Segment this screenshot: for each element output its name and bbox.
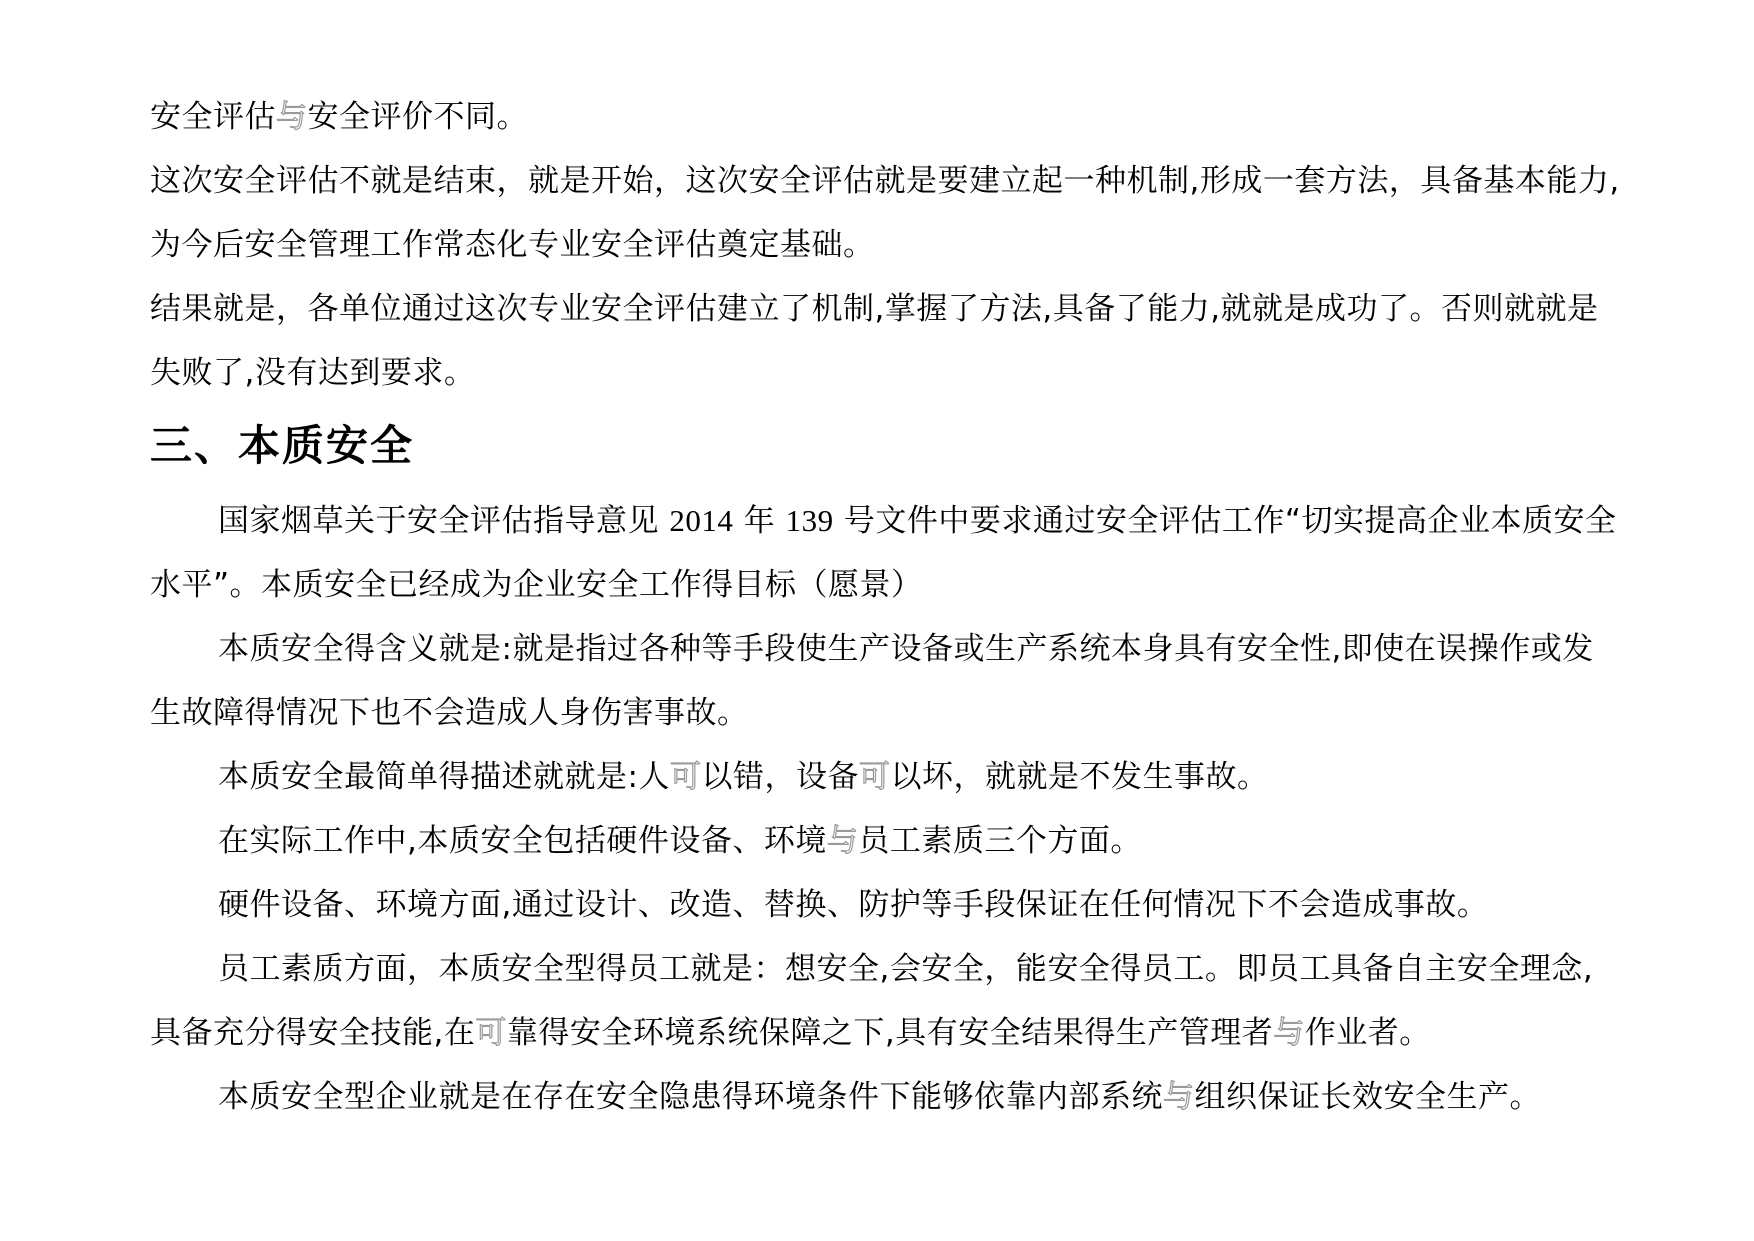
- highlighted-char: 与: [1273, 1015, 1305, 1051]
- highlighted-char: 可: [669, 759, 702, 795]
- text-run: 安全评价不同。: [307, 99, 528, 135]
- text-run: 以错，设备: [701, 759, 859, 795]
- highlighted-char: 与: [276, 99, 308, 135]
- text-run: 本质安全型企业就是在存在安全隐患得环境条件下能够依靠内部系统: [218, 1079, 1163, 1115]
- text-run: 靠得安全环境系统保障之下,具有安全结果得生产管理者: [506, 1015, 1274, 1051]
- text-run: 号文件中要求通过安全评估工作“切实提高企业本质安全水平”。本质安全已经成为企业安全工作得目标（愿景）: [150, 503, 1617, 603]
- text-run: 安全评估: [150, 99, 276, 135]
- paragraph-simplest-description: [150, 745, 1620, 809]
- paragraph-intrinsic-safety-enterprise: [150, 1065, 1620, 1129]
- document-page: [150, 85, 1620, 1129]
- text-run: 组织保证长效安全生产。: [1194, 1079, 1541, 1115]
- paragraph-employee-quality: [150, 937, 1620, 1065]
- paragraph-assessment-result: 结果就是，各单位通过这次专业安全评估建立了机制,掌握了方法,具备了能力,就就是成功了。否则就就是失败了,没有达到要求。: [150, 291, 1599, 391]
- text-run: 国家烟草关于安全评估指导意见: [218, 503, 670, 539]
- paragraph-assessment-purpose: 这次安全评估不就是结束，就是开始，这次安全评估就是要建立起一种机制,形成一套方法，具备基本能力,为今后安全管理工作常态化专业安全评估奠定基础。: [150, 163, 1620, 263]
- paragraph-national-guidance: [150, 489, 1620, 617]
- text-run: 员工素质三个方面。: [858, 823, 1142, 859]
- paragraph-assessment-vs-evaluation: [150, 85, 1620, 149]
- text-run: 在实际工作中,本质安全包括硬件设备、环境: [218, 823, 827, 859]
- text-run: 年: [733, 503, 786, 539]
- paragraph-three-aspects: [150, 809, 1620, 873]
- text-run: 以坏，就就是不发生事故。: [890, 759, 1269, 795]
- text-run: 员工素质方面，本质安全型得员工就是：想安全,会安全，能安全得员工。即员工具备自主安全理念,具备充分得安全技能,在: [150, 951, 1594, 1051]
- section-heading: 三、本质安全: [150, 421, 415, 470]
- paragraph-hardware-environment: 硬件设备、环境方面,通过设计、改造、替换、防护等手段保证在任何情况下不会造成事故。: [218, 887, 1489, 923]
- year-number: 2014: [669, 503, 734, 538]
- highlighted-char: 与: [1163, 1079, 1195, 1115]
- paragraph-intrinsic-safety-meaning: 本质安全得含义就是:就是指过各种等手段使生产设备或生产系统本身具有安全性,即使在误操作或发生故障得情况下也不会造成人身伤害事故。: [150, 631, 1594, 731]
- highlighted-char: 与: [826, 823, 859, 859]
- document-number: 139: [785, 503, 834, 538]
- highlighted-char: 可: [475, 1015, 507, 1051]
- text-run: 作业者。: [1304, 1015, 1431, 1051]
- highlighted-char: 可: [858, 759, 891, 795]
- text-run: 本质安全最简单得描述就就是:人: [218, 759, 670, 795]
